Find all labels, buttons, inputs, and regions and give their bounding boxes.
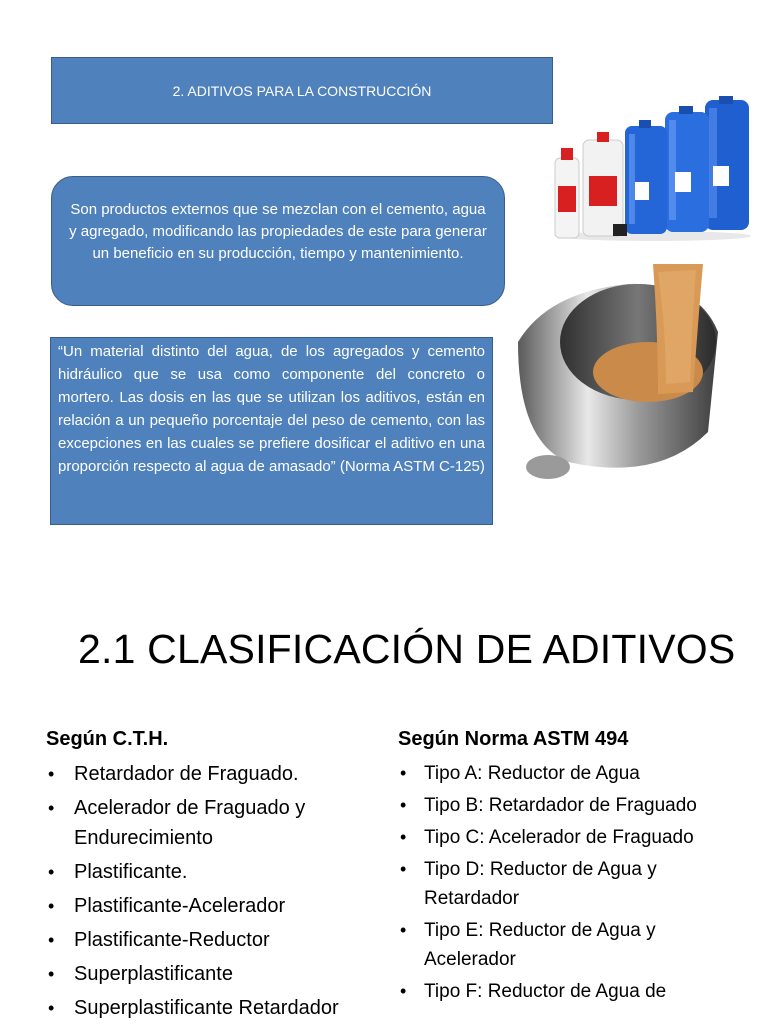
list-item: • Plastificante. xyxy=(46,857,386,887)
list-item: • Tipo F: Reductor de Agua de xyxy=(398,977,748,1006)
astm-heading: Según Norma ASTM 494 xyxy=(398,728,629,750)
list-item: • Plastificante-Acelerador xyxy=(46,891,386,921)
definition-text: Son productos externos que se mezclan con el cemento, agua y agregado, modificando las propiedades de este para generar un beneficio en su producción, tiempo y mantenimiento. xyxy=(69,201,487,262)
additive-bottles-image xyxy=(553,96,753,241)
list-item: • Tipo C: Acelerador de Fraguado xyxy=(398,823,748,852)
section-header-title: 2. ADITIVOS PARA LA CONSTRUCCIÓN xyxy=(172,82,432,99)
quote-text: “Un material distinto del agua, de los agregados y cemento hidráulico que se usa como componente del concreto o mortero. Las dosis en las que se utilizan los aditivos, están en relación a un pequeño porcentaje del peso de cemento, con las excepciones en las cuales se prefiere dosificar el aditivo en una proporción respecto al agua de amasado” (Norma ASTM C-125) xyxy=(58,343,485,475)
list-item: • Tipo B: Retardador de Fraguado xyxy=(398,791,748,820)
cth-heading: Según C.T.H. xyxy=(46,728,169,750)
list-item: • Retardador de Fraguado. xyxy=(46,759,386,789)
list-item: • Plastificante-Reductor xyxy=(46,925,386,955)
astm-column xyxy=(398,728,748,1009)
cth-list xyxy=(46,759,386,1023)
quote-box xyxy=(50,337,493,525)
list-item: • Tipo D: Reductor de Agua y Retardador xyxy=(398,855,748,913)
astm-list xyxy=(398,759,748,1006)
concrete-mixer-image xyxy=(508,262,728,482)
list-item: • Superplastificante Retardador xyxy=(46,993,386,1023)
definition-box xyxy=(51,176,505,306)
classification-title: 2.1 CLASIFICACIÓN DE ADITIVOS xyxy=(78,626,736,672)
list-item: • Acelerador de Fraguado y Endurecimiento xyxy=(46,793,386,853)
list-item: • Superplastificante xyxy=(46,959,386,989)
list-item: • Tipo A: Reductor de Agua xyxy=(398,759,748,788)
list-item: • Tipo E: Reductor de Agua y Acelerador xyxy=(398,916,748,974)
section-header-box xyxy=(51,57,553,124)
cth-column xyxy=(46,728,386,1027)
